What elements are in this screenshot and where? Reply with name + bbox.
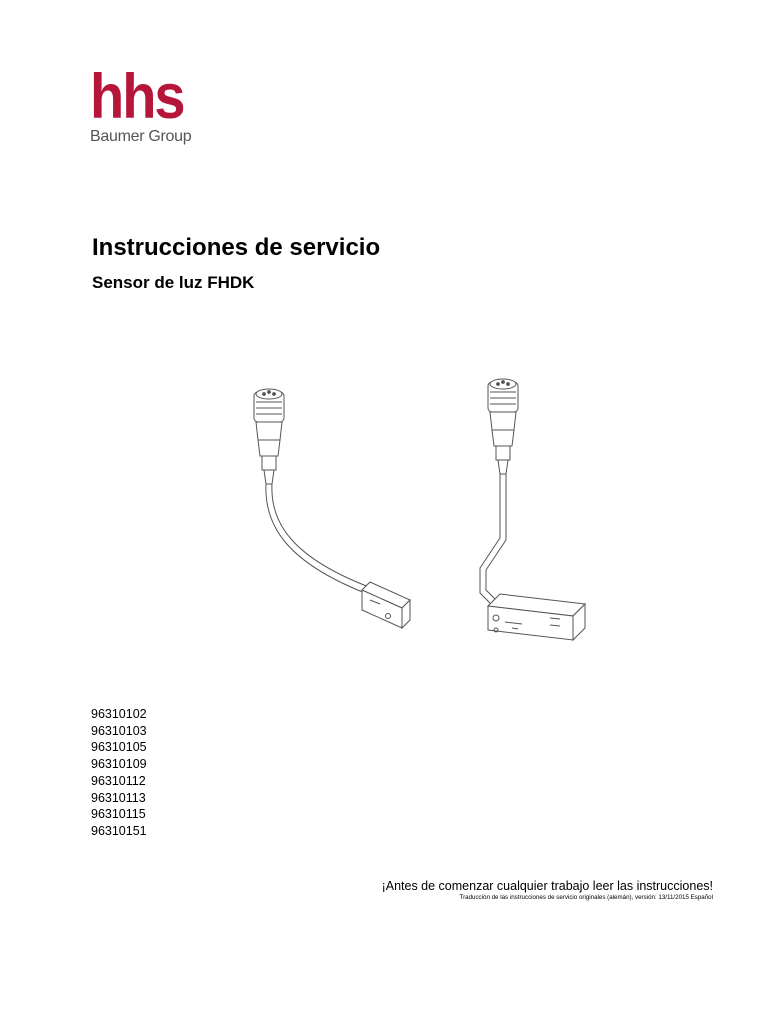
part-number-list [91,706,147,840]
left-sensor-drawing [254,389,410,628]
part-number: 96310102 [91,707,147,721]
part-number: 96310151 [91,823,147,838]
company-logo [90,61,200,146]
part-number: 96310113 [91,790,146,805]
safety-notice: ¡Antes de comenzar cualquier trabajo leer las instrucciones! [381,879,713,893]
translation-note: Traducción de las instrucciones de servicio originales (alemán), versión: 13/11/2015 Español [459,894,713,901]
sensor-illustration [250,378,720,648]
right-sensor-drawing [480,379,585,640]
logo-wordmark: hhs [90,61,184,132]
part-number: 96310105 [91,740,147,755]
part-number: 96310115 [91,807,146,822]
part-number: 96310103 [91,723,147,738]
logo-group-name: Baumer Group [90,128,192,145]
document-subtitle: Sensor de luz FHDK [92,273,255,292]
document-title: Instrucciones de servicio [92,234,381,261]
part-number: 96310109 [91,757,147,772]
part-number: 96310112 [91,773,146,788]
